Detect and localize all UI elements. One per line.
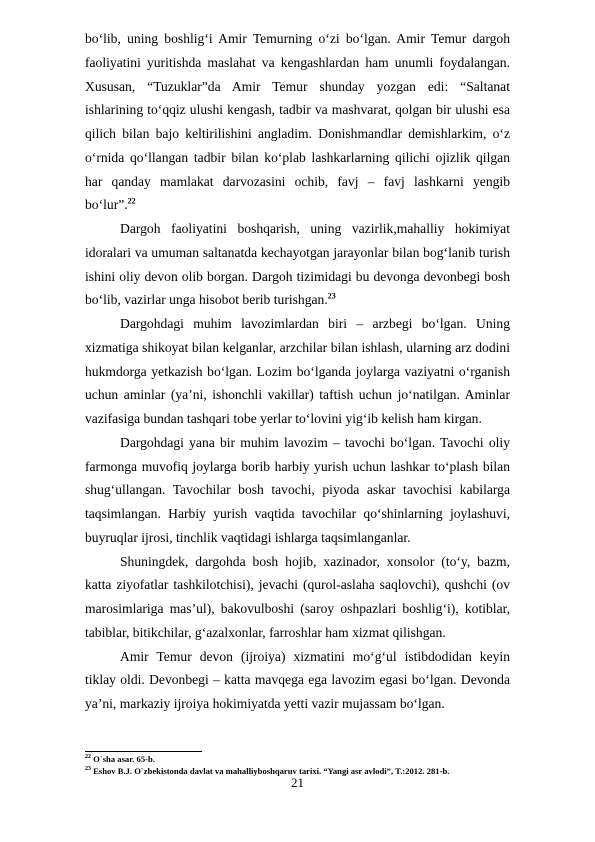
footnote-text-23: Eshov B.J. O`zbekistonda davlat va mahalliyboshqaruv tarixi. “Yangi asr avlodi”, T.:2012. 281-b.: [93, 766, 450, 776]
footnote-divider: [85, 751, 202, 752]
footnote-text-22: O`sha asar. 65-b.: [93, 754, 155, 764]
footnotes: [85, 753, 510, 777]
paragraph-2-text: Dargoh faoliyatini boshqarish, uning vazirlik,mahalliy hokimiyat idoralari va umuman saltanatda kechayotgan jarayonlar bilan bog‘lanib turish ishini oliy devon olib borgan. Dargoh tizimidagi bu devonga devonbegi bosh bo‘lib, vazirlar unga hisobot berib turishgan.: [85, 221, 510, 308]
footnote-22: [85, 753, 510, 765]
paragraph-4: Dargohdagi yana bir muhim lavozim – tavochi bo‘lgan. Tavochi oliy farmonga muvofiq joylarga borib harbiy yurish uchun lashkar to‘plash bilan shug‘ullangan. Tavochilar bosh tavochi, piyoda askar tavochisi kabilarga taqsimlangan. Harbiy yurish vaqtida tavochilar qo‘shinlarning joylashuvi, buyruqlar ijrosi, tinchlik vaqtidagi ishlarga taqsimlanganlar.: [85, 434, 510, 545]
paragraph-2: [85, 217, 510, 312]
paragraph-1-text: bo‘lib, uning boshlig‘i Amir Temurning o‘zi bo‘lgan. Amir Temur dargoh faoliyatini yuritishda maslahat va kengashlardan ham unumli foydalangan. Xususan, “Tuzuklar”da Amir Temur shunday yozgan edi: “Saltanat ishlarining to‘qqiz ulushi kengash, tadbir va mashvarat, qolgan bir ulushi esa qilich bilan bajo keltirilishini angladim. Donishmandlar demishlarkim, o‘z o‘rnida qo‘llangan tadbir bilan ko‘plab lashkarlarning qilichi ojizlik qilgan har qanday mamlakat darvozasini ochib, favj – favj lashkarni yengib bo‘lur”.: [85, 31, 510, 213]
footnote-ref-22: 22: [127, 196, 136, 206]
paragraph-5: Shuningdek, dargohda bosh hojib, xazinador, xonsolor (to‘y, bazm, katta ziyofatlar tashkilotchisi), jevachi (qurol-aslaha saqlovchi), qushchi (ov marosimlariga mas’ul), bakovulboshi (saroy oshpazlari boshlig‘i), kotiblar, tabiblar, bitikchilar, g‘azalxonlar, farroshlar ham xizmat qilishgan.: [85, 553, 510, 640]
paragraph-6: Amir Temur devon (ijroiya) xizmatini mo‘g‘ul istibdodidan keyin tiklay oldi. Devonbegi – katta mavqega ega lavozim egasi bo‘lgan. Devonda ya’ni, markaziy ijroiya hokimiyatda yetti vazir mujassam bo‘lgan.: [85, 648, 510, 711]
paragraph-1: [85, 27, 510, 217]
body-text: [85, 27, 510, 716]
footnote-ref-23: 23: [327, 291, 336, 301]
paragraph-3: Dargohdagi muhim lavozimlardan biri – arzbegi bo‘lgan. Uning xizmatiga shikoyat bilan kelganlar, arzchilar bilan ishlash, ularning arz dodini hukmdorga yetkazish bo‘lgan. Lozim bo‘lganda joylarga vaziyatni o‘rganish uchun aminlar (ya’ni, ishonchli vakillar) taftish uchun jo‘natilgan. Aminlar vazifasiga bundan tashqari tobe yerlar to‘lovini yig‘ib kelish ham kirgan.: [85, 316, 510, 426]
footnote-number-23: 23: [85, 766, 91, 773]
page-number: 21: [291, 775, 304, 790]
footnote-number-22: 22: [85, 754, 91, 761]
